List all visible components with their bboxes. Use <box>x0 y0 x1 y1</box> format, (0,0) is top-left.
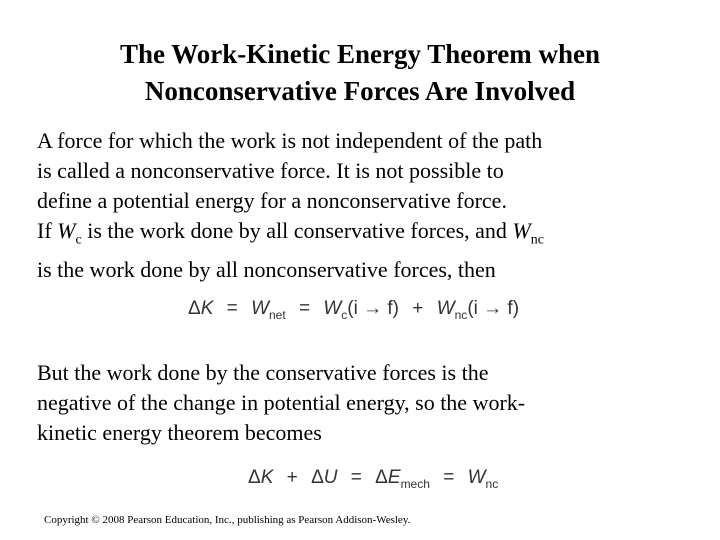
eq1-w2: W <box>323 298 342 319</box>
slide-title <box>0 36 720 110</box>
paragraph-theorem <box>37 358 525 448</box>
eq1-k: K <box>200 298 214 319</box>
eq1-sub-net: net <box>269 307 286 322</box>
subscript-c: c <box>75 232 82 248</box>
eq1-sub-nc: nc <box>454 307 468 322</box>
para1-line-3: define a potential energy for a nonconservative force. <box>37 188 507 213</box>
eq1-args-2: (i → f) <box>467 298 520 319</box>
para2-line-1: But the work done by the conservative forces is the <box>37 360 489 385</box>
symbol-w: W <box>57 218 76 243</box>
para2-line-2: negative of the change in potential energy, so the work- <box>37 390 526 415</box>
eq1-equals: = <box>226 298 238 319</box>
eq2-equals-2: = <box>443 467 455 488</box>
eq1-w: W <box>251 298 269 319</box>
para1-line-5: is the work done by all nonconservative forces, then <box>37 257 496 283</box>
eq1-sub-c: c <box>341 307 348 322</box>
eq1-plus: + <box>412 298 424 319</box>
eq2-delta-2: Δ <box>311 467 324 488</box>
eq1-equals-2: = <box>298 298 311 319</box>
eq2-delta-3: Δ <box>375 467 388 488</box>
eq1-delta: Δ <box>188 298 201 319</box>
eq2-u: U <box>323 467 338 488</box>
eq1-args-1: (i → f) <box>347 298 400 319</box>
para2-line-3: kinetic energy theorem becomes <box>37 420 322 445</box>
eq2-plus: + <box>286 467 298 488</box>
equation-work-kinetic <box>188 298 519 322</box>
symbol-w-2: W <box>512 218 531 243</box>
para1-line-4-middle: is the work done by all conservative forces, and <box>81 218 513 243</box>
equation-energy <box>248 467 498 491</box>
para1-line-1: A force for which the work is not independent of the path <box>37 128 543 153</box>
para1-line-4-start: If <box>37 218 58 243</box>
para1-line-4 <box>37 216 544 255</box>
para1-line-2: is called a nonconservative force. It is not possible to <box>37 158 504 183</box>
title-line-1: The Work-Kinetic Energy Theorem when <box>119 39 600 69</box>
eq2-w: W <box>467 467 486 488</box>
title-line-2: Nonconservative Forces Are Involved <box>144 76 576 106</box>
eq2-e: E <box>387 467 401 488</box>
subscript-nc: nc <box>530 232 544 248</box>
copyright-notice: Copyright © 2008 Pearson Education, Inc., publishing as Pearson Addison-Wesley. <box>44 514 411 526</box>
eq2-k: K <box>260 467 274 488</box>
eq2-delta-1: Δ <box>248 467 261 488</box>
paragraph-definition <box>37 126 544 285</box>
eq1-w3: W <box>436 298 455 319</box>
eq2-equals: = <box>350 467 362 488</box>
eq2-sub-nc: nc <box>485 476 499 491</box>
eq2-sub-mech: mech <box>400 476 430 491</box>
